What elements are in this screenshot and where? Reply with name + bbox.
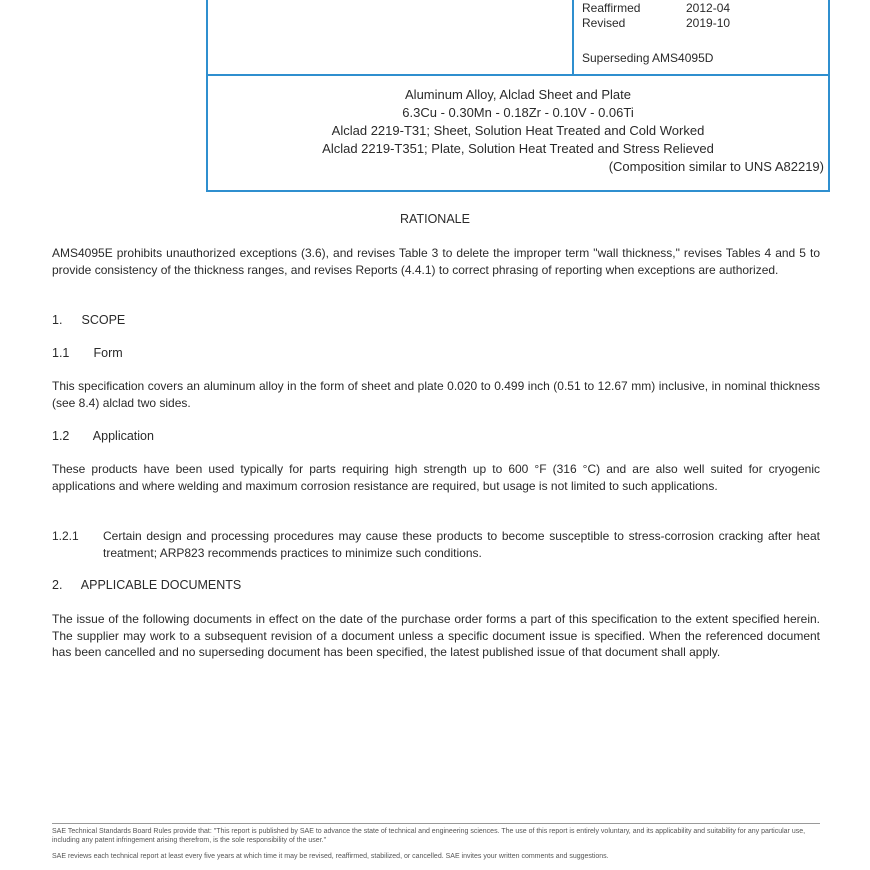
section-1-2-heading xyxy=(52,429,154,443)
section-1-2-title: Application xyxy=(92,429,154,443)
title-line-4: Alclad 2219-T351; Plate, Solution Heat Treated and Stress Relieved xyxy=(322,141,714,156)
footer-divider xyxy=(52,823,820,824)
document-title xyxy=(208,86,828,176)
section-1-1-number: 1.1 xyxy=(52,346,70,360)
reaffirmed-label: Reaffirmed xyxy=(582,1,641,15)
section-1-number: 1. xyxy=(52,313,63,327)
form-paragraph: This specification covers an aluminum alloy in the form of sheet and plate 0.020 to 0.499 inch (0.51 to 12.67 mm) inclusive, in nominal thickness (see 8.4) alclad two sides. xyxy=(52,379,820,410)
title-line-1: Aluminum Alloy, Alclad Sheet and Plate xyxy=(405,87,631,102)
revised-date: 2019-10 xyxy=(686,16,731,30)
section-2-title: APPLICABLE DOCUMENTS xyxy=(80,578,242,592)
section-1-2-1 xyxy=(52,528,820,561)
superseding-note: Superseding AMS4095D xyxy=(582,51,714,65)
title-line-2: 6.3Cu - 0.30Mn - 0.18Zr - 0.10V - 0.06Ti xyxy=(402,105,634,120)
footer-notice-1: SAE Technical Standards Board Rules provide that: "This report is published by SAE to advance the state of technical and engineering sciences. The use of this report is entirely voluntary, and its applicability and suitability for any particular use, including any patent infringement arising therefrom, is the sole responsibility of the user." xyxy=(52,828,806,844)
section-2-number: 2. xyxy=(52,578,63,592)
title-line-3: Alclad 2219-T31; Sheet, Solution Heat Treated and Cold Worked xyxy=(331,123,705,138)
rationale-heading: RATIONALE xyxy=(400,212,470,226)
section-1-2-number: 1.2 xyxy=(52,429,70,443)
section-1-2-1-text: Certain design and processing procedures may cause these products to become susceptible to stress-corrosion cracking after heat treatment; ARP823 recommends practices to minimize such conditions. xyxy=(103,529,820,560)
applicable-documents-paragraph: The issue of the following documents in effect on the date of the purchase order forms a part of this specification to the extent specified herein. The supplier may work to a subsequent revision of a document unless a specific document issue is specified. When the referenced document has been cancelled and no superseding document has been specified, the latest published issue of that document shall apply. xyxy=(52,612,820,659)
section-1-title: SCOPE xyxy=(81,313,126,327)
section-1-2-1-number: 1.2.1 xyxy=(52,529,79,543)
header-info-row xyxy=(208,0,828,76)
revised-label: Revised xyxy=(582,16,626,30)
section-2-heading xyxy=(52,578,241,592)
section-1-1-heading xyxy=(52,346,123,360)
header-divider xyxy=(572,0,574,74)
header-box xyxy=(206,0,830,192)
footer-notice-2: SAE reviews each technical report at least every five years at which time it may be revised, reaffirmed, stabilized, or cancelled. SAE invites your written comments and suggestions. xyxy=(52,853,609,860)
section-1-1-title: Form xyxy=(93,346,123,360)
application-paragraph: These products have been used typically for parts requiring high strength up to 600 °F (316 °C) and are also well suited for cryogenic applications and where welding and maximum corrosion resistance are required, but usage is not limited to such applications. xyxy=(52,462,820,493)
reaffirmed-date: 2012-04 xyxy=(686,1,731,15)
rationale-text: AMS4095E prohibits unauthorized exceptions (3.6), and revises Table 3 to delete the improper term "wall thickness," revises Tables 4 and 5 to provide consistency of the thickness ranges, and revises Reports (4.4.1) to correct phrasing of reporting when exceptions are authorized. xyxy=(52,246,820,277)
title-line-5: (Composition similar to UNS A82219) xyxy=(608,159,824,174)
section-1-heading xyxy=(52,313,125,327)
